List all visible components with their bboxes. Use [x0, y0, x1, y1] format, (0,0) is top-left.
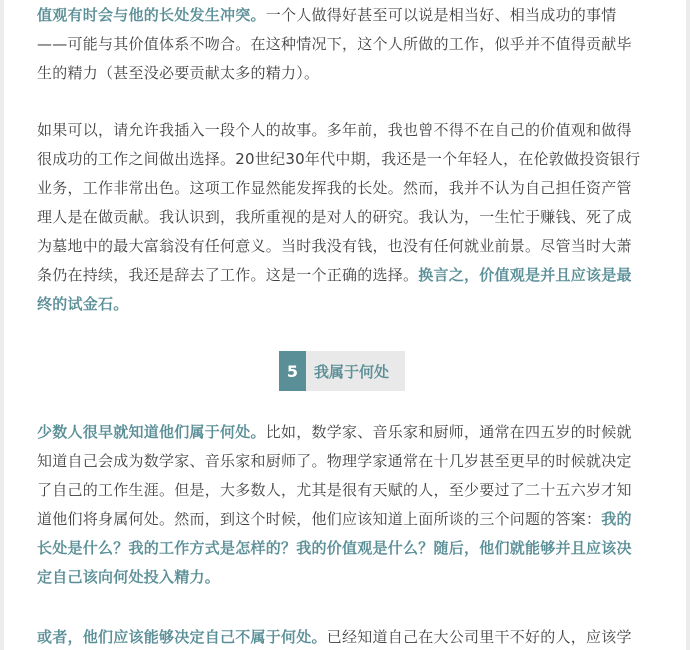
body-text: 一个人做得好甚至可以说是相当好、相当成功的事情 — [265, 6, 617, 24]
text-line: 生的精力（甚至没必要贡献太多的精力）。 — [37, 64, 320, 82]
paragraph-where-belong — [37, 418, 653, 592]
section-header — [279, 351, 405, 391]
text-line: 知道自己会成为数学家、音乐家和厨师了。物理学家通常在十几岁甚至更早的时候就决定 — [37, 452, 632, 470]
paragraph-not-belong — [37, 623, 653, 650]
highlight-text: 定自己该向何处投入精力。 — [37, 568, 221, 586]
text-line: 业务，工作非常出色。这项工作显然能发挥我的长处。然而，我并不认为自己担任资产管 — [37, 179, 632, 197]
text-line — [37, 261, 653, 290]
highlight-text: 或者，他们应该能够决定自己不属于何处。 — [37, 628, 327, 646]
highlight-text: 换言之，价值观是并且应该是最 — [418, 266, 632, 284]
body-text: 比如，数学家、音乐家和厨师，通常在四五岁的时候就 — [265, 423, 632, 441]
text-line: 理人是在做贡献。我认识到，我所重视的是对人的研究。我认为，一生忙于赚钱、死了成 — [37, 208, 632, 226]
highlight-text: 我的 — [601, 510, 632, 528]
left-border — [0, 0, 4, 650]
text-line — [37, 290, 653, 319]
right-border — [686, 0, 690, 650]
text-line — [37, 418, 653, 447]
text-line — [37, 505, 653, 534]
text-line — [37, 1, 653, 30]
highlight-text: 值观有时会与他的长处发生冲突。 — [37, 6, 266, 24]
text-line — [37, 534, 653, 563]
text-line: 为墓地中的最大富翁没有任何意义。当时我没有钱，也没有任何就业前景。尽管当时大萧 — [37, 237, 632, 255]
body-text: 条仍在持续，我还是辞去了工作。这是一个正确的选择。 — [37, 266, 419, 284]
highlight-text: 长处是什么？我的工作方式是怎样的？我的价值观是什么？随后，他们就能够并且应该决 — [37, 539, 632, 557]
body-text: 已经知道自己在大公司里干不好的人，应该学 — [326, 628, 632, 646]
section-number: 5 — [279, 351, 306, 391]
paragraph-personal-story — [37, 116, 653, 319]
highlight-text: 少数人很早就知道他们属于何处。 — [37, 423, 266, 441]
highlight-text: 终的试金石。 — [37, 295, 129, 313]
text-line: 如果可以，请允许我插入一段个人的故事。多年前，我也曾不得不在自己的价值观和做得 — [37, 121, 632, 139]
section-title: 我属于何处 — [306, 351, 405, 391]
text-line — [37, 563, 653, 592]
text-line — [37, 623, 653, 650]
text-line: 了自己的工作生涯。但是，大多数人，尤其是很有天赋的人，至少要过了二十五六岁才知 — [37, 481, 632, 499]
text-line: ——可能与其价值体系不吻合。在这种情况下，这个人所做的工作，似乎并不值得贡献毕 — [37, 35, 632, 53]
text-line: 很成功的工作之间做出选择。20世纪30年代中期，我还是一个年轻人，在伦敦做投资银行 — [37, 150, 641, 168]
body-text: 道他们将身属何处。然而，到这个时候，他们应该知道上面所谈的三个问题的答案： — [37, 510, 602, 528]
paragraph-values-conflict — [37, 1, 653, 88]
